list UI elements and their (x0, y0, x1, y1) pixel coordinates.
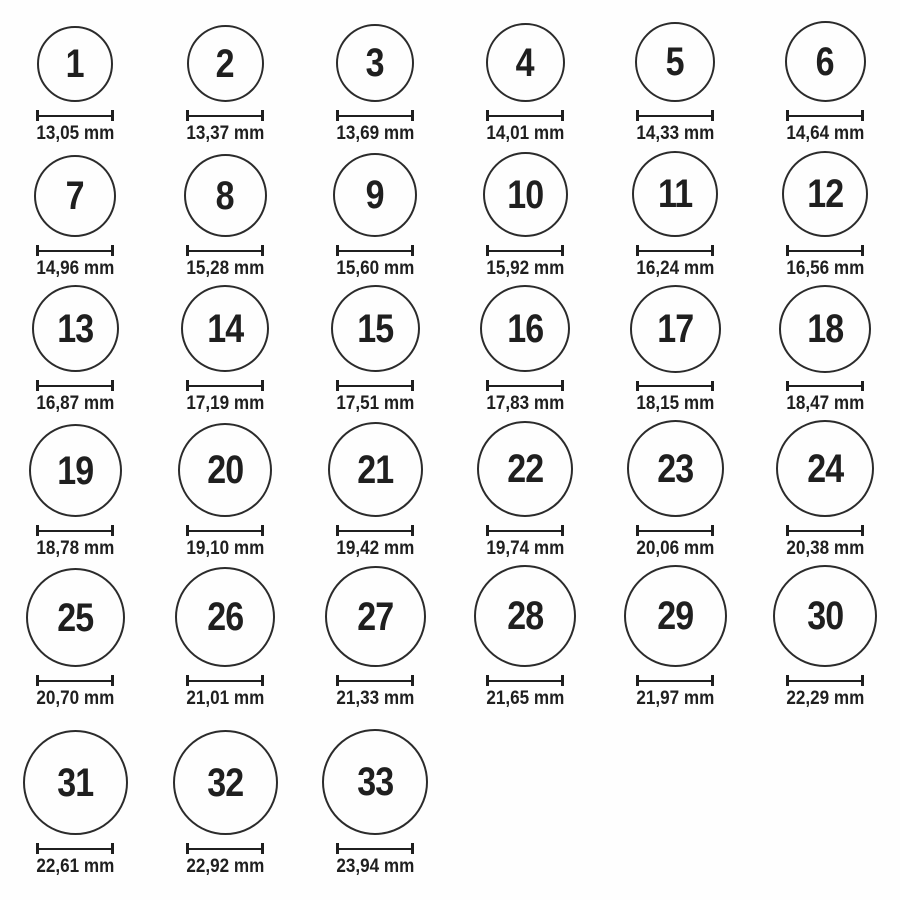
diameter-measure-line (186, 380, 264, 391)
diameter-label: 22,92 mm (186, 856, 264, 878)
diameter-measure-line (636, 245, 714, 256)
ring-size-number: 12 (806, 172, 844, 217)
diameter-measure-line (36, 675, 114, 686)
diameter-label: 16,56 mm (786, 258, 864, 280)
diameter-measure-line (36, 380, 114, 391)
ring-size-number: 29 (656, 594, 694, 639)
ring-size-item (600, 0, 750, 150)
ring-size-number: 21 (356, 447, 394, 492)
ring-circle (37, 26, 113, 102)
ring-size-item (300, 565, 450, 715)
diameter-label: 16,24 mm (636, 258, 714, 280)
ring-size-item (150, 285, 300, 420)
ring-size-number: 7 (65, 174, 85, 219)
ring-size-number: 6 (815, 39, 835, 84)
ring-size-item (150, 420, 300, 565)
ring-circle (29, 424, 122, 517)
diameter-measure-line (36, 843, 114, 854)
ring-size-item (600, 420, 750, 565)
diameter-measure-line (786, 675, 864, 686)
diameter-label: 21,33 mm (336, 688, 414, 710)
diameter-label: 18,47 mm (786, 393, 864, 415)
ring-circle (336, 24, 414, 102)
diameter-measure-line (186, 245, 264, 256)
ring-circle (632, 151, 718, 237)
diameter-measure-line (336, 245, 414, 256)
diameter-label: 14,96 mm (36, 258, 114, 280)
ring-size-item (300, 420, 450, 565)
diameter-label: 19,42 mm (336, 538, 414, 560)
ring-circle (184, 154, 267, 237)
ring-circle (34, 155, 116, 237)
ring-size-item (450, 150, 600, 285)
diameter-label: 17,83 mm (486, 393, 564, 415)
diameter-measure-line (186, 843, 264, 854)
ring-circle (624, 565, 727, 667)
ring-size-item (750, 420, 900, 565)
ring-size-number: 1 (65, 42, 85, 87)
ring-size-number: 8 (215, 173, 235, 218)
diameter-measure-line (336, 380, 414, 391)
diameter-measure-line (786, 525, 864, 536)
diameter-measure-line (486, 525, 564, 536)
diameter-label: 20,38 mm (786, 538, 864, 560)
diameter-measure-line (636, 675, 714, 686)
ring-circle (331, 285, 420, 372)
ring-size-number: 14 (206, 306, 244, 351)
diameter-measure-line (36, 110, 114, 121)
diameter-label: 14,64 mm (786, 123, 864, 145)
ring-circle (187, 25, 264, 102)
ring-size-number: 33 (356, 760, 394, 805)
diameter-label: 23,94 mm (336, 856, 414, 878)
ring-size-item (150, 150, 300, 285)
ring-size-number: 22 (506, 447, 544, 492)
diameter-label: 15,28 mm (186, 258, 264, 280)
diameter-measure-line (36, 525, 114, 536)
ring-circle (773, 565, 877, 667)
diameter-measure-line (186, 675, 264, 686)
diameter-measure-line (336, 525, 414, 536)
ring-size-number: 2 (215, 41, 235, 86)
ring-circle (333, 153, 417, 237)
ring-circle (627, 420, 724, 517)
ring-size-item (300, 285, 450, 420)
ring-size-item (600, 565, 750, 715)
ring-size-item (0, 0, 150, 150)
diameter-measure-line (336, 843, 414, 854)
diameter-measure-line (36, 245, 114, 256)
ring-circle (635, 22, 715, 102)
ring-circle (328, 422, 423, 517)
ring-size-item (300, 0, 450, 150)
diameter-measure-line (486, 245, 564, 256)
diameter-measure-line (786, 245, 864, 256)
ring-size-number: 20 (206, 448, 244, 493)
diameter-label: 17,19 mm (186, 393, 264, 415)
ring-size-item (750, 565, 900, 715)
diameter-label: 14,33 mm (636, 123, 714, 145)
ring-circle (779, 285, 871, 373)
ring-circle (181, 285, 269, 372)
diameter-label: 20,06 mm (636, 538, 714, 560)
diameter-measure-line (786, 110, 864, 121)
ring-size-number: 25 (56, 595, 94, 640)
diameter-label: 21,97 mm (636, 688, 714, 710)
diameter-label: 18,15 mm (636, 393, 714, 415)
ring-size-item (0, 285, 150, 420)
ring-circle (23, 730, 128, 835)
ring-size-number: 31 (56, 760, 94, 805)
ring-size-number: 23 (656, 446, 694, 491)
ring-circle (175, 567, 275, 667)
ring-size-number: 4 (515, 40, 535, 85)
ring-circle (785, 21, 866, 102)
ring-circle (486, 23, 565, 102)
ring-size-item (750, 150, 900, 285)
ring-circle (173, 730, 278, 835)
diameter-measure-line (186, 525, 264, 536)
ring-size-number: 9 (365, 173, 385, 218)
ring-size-item (0, 565, 150, 715)
ring-circle (325, 566, 426, 667)
diameter-label: 19,74 mm (486, 538, 564, 560)
ring-circle (630, 285, 721, 373)
ring-size-item (300, 150, 450, 285)
diameter-label: 19,10 mm (186, 538, 264, 560)
diameter-measure-line (336, 675, 414, 686)
ring-size-number: 13 (56, 306, 94, 351)
ring-size-number: 11 (657, 172, 693, 217)
ring-circle (474, 565, 576, 667)
diameter-label: 15,92 mm (486, 258, 564, 280)
diameter-measure-line (786, 381, 864, 391)
diameter-measure-line (186, 110, 264, 121)
diameter-measure-line (636, 381, 714, 392)
diameter-measure-line (636, 525, 714, 536)
ring-size-item (150, 0, 300, 150)
diameter-label: 21,65 mm (486, 688, 564, 710)
ring-size-number: 5 (665, 40, 685, 85)
diameter-label: 17,51 mm (336, 393, 414, 415)
diameter-label: 14,01 mm (486, 123, 564, 145)
diameter-measure-line (636, 110, 714, 121)
ring-size-item (450, 420, 600, 565)
diameter-label: 13,37 mm (186, 123, 264, 145)
ring-circle (26, 568, 125, 667)
diameter-label: 22,61 mm (36, 856, 114, 878)
ring-size-item (750, 0, 900, 150)
ring-size-number: 24 (806, 446, 844, 491)
ring-circle (782, 151, 868, 237)
diameter-label: 22,29 mm (786, 688, 864, 710)
ring-size-number: 27 (356, 594, 394, 639)
ring-size-item (300, 715, 450, 900)
ring-size-number: 15 (356, 306, 394, 351)
ring-size-item (150, 565, 300, 715)
ring-size-number: 18 (806, 306, 844, 351)
ring-size-item (150, 715, 300, 900)
ring-circle (480, 285, 570, 372)
ring-size-number: 16 (506, 306, 544, 351)
ring-size-number: 17 (656, 306, 694, 351)
diameter-label: 15,60 mm (336, 258, 414, 280)
ring-size-number: 30 (806, 594, 844, 639)
diameter-label: 13,69 mm (336, 123, 414, 145)
diameter-label: 13,05 mm (36, 123, 114, 145)
ring-circle (178, 423, 272, 517)
diameter-measure-line (486, 380, 564, 391)
diameter-measure-line (486, 675, 564, 686)
ring-size-item (450, 565, 600, 715)
ring-size-number: 28 (506, 594, 544, 639)
ring-size-item (0, 420, 150, 565)
ring-circle (322, 729, 428, 835)
diameter-measure-line (486, 110, 564, 121)
ring-size-number: 32 (206, 760, 244, 805)
ring-size-item (600, 285, 750, 420)
diameter-label: 18,78 mm (36, 538, 114, 560)
diameter-measure-line (336, 110, 414, 121)
diameter-label: 21,01 mm (186, 688, 264, 710)
ring-size-number: 10 (506, 172, 544, 217)
ring-size-item (0, 150, 150, 285)
ring-size-item (600, 150, 750, 285)
ring-circle (32, 285, 119, 372)
ring-size-number: 26 (206, 595, 244, 640)
diameter-label: 20,70 mm (36, 688, 114, 710)
diameter-label: 16,87 mm (36, 393, 114, 415)
ring-size-item (450, 285, 600, 420)
ring-circle (477, 421, 573, 517)
ring-circle (483, 152, 568, 237)
ring-size-number: 3 (365, 41, 385, 86)
ring-size-item (750, 285, 900, 420)
ring-circle (776, 420, 874, 517)
ring-size-number: 19 (56, 448, 94, 493)
ring-size-item (0, 715, 150, 900)
ring-size-item (450, 0, 600, 150)
